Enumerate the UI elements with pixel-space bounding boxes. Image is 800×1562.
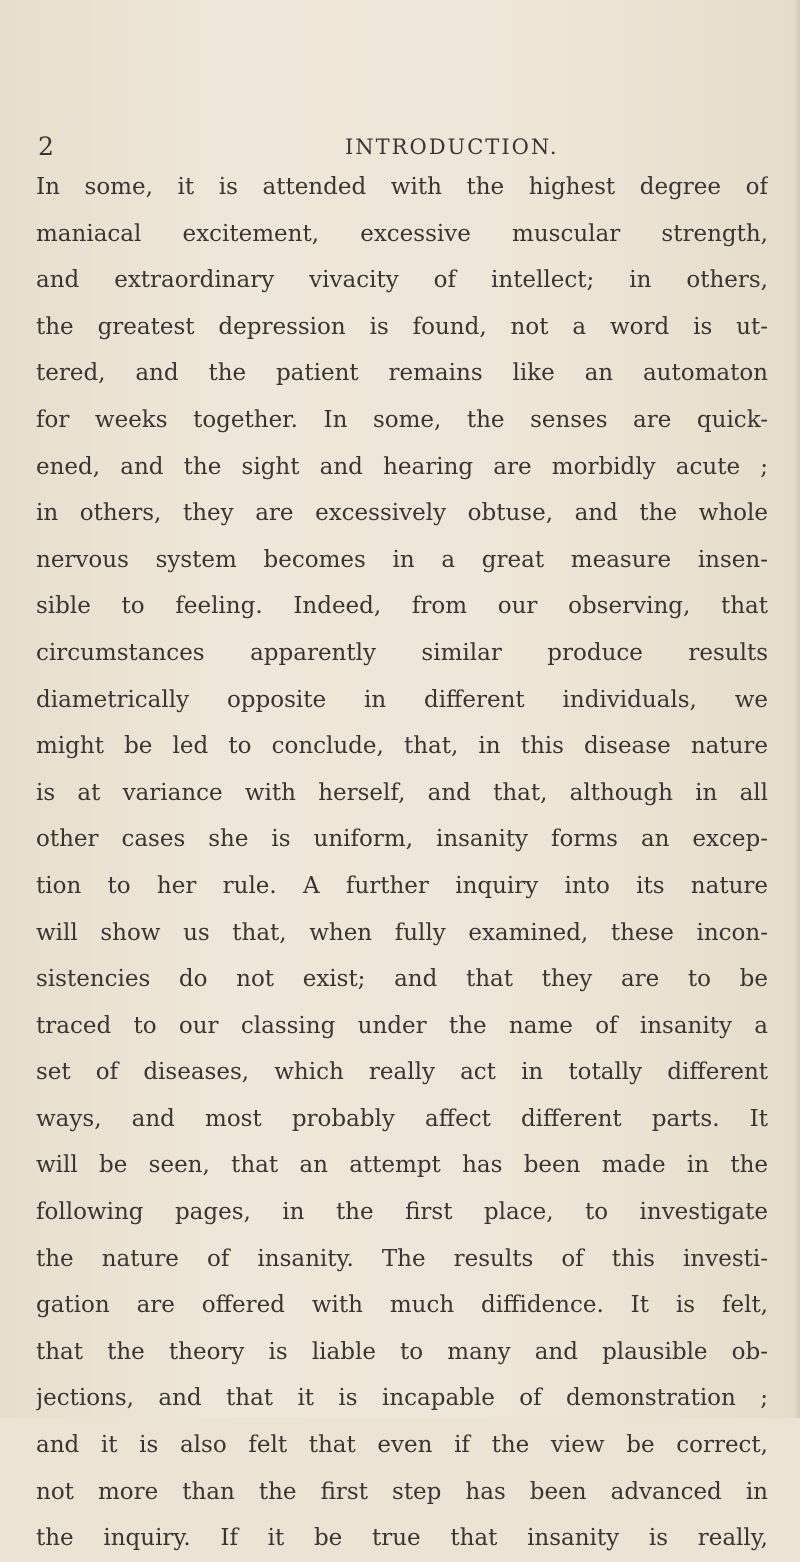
text-line: nervous system becomes in a great measure insen- xyxy=(36,546,768,573)
text-line: jections, and that it is incapable of demonstration ; xyxy=(36,1385,768,1412)
page-header xyxy=(38,130,768,164)
text-line: is at variance with herself, and that, although in all xyxy=(36,779,768,806)
text-line: will be seen, that an attempt has been made in the xyxy=(36,1152,768,1179)
text-line: might be led to conclude, that, in this disease nature xyxy=(36,733,768,760)
text-line: diametrically opposite in different individuals, we xyxy=(36,686,768,713)
text-line: sistencies do not exist; and that they are to be xyxy=(36,966,768,993)
text-line: tion to her rule. A further inquiry into its nature xyxy=(36,872,768,899)
text-line: tered, and the patient remains like an automaton xyxy=(36,360,768,387)
text-line: following pages, in the first place, to investigate xyxy=(36,1199,768,1226)
text-line: ened, and the sight and hearing are morbidly acute ; xyxy=(36,453,768,480)
text-line: set of diseases, which really act in totally different xyxy=(36,1059,768,1086)
text-line: not more than the first step has been advanced in xyxy=(36,1478,768,1505)
text-line: gation are offered with much diffidence. It is felt, xyxy=(36,1292,768,1319)
text-line: circumstances apparently similar produce results xyxy=(36,639,768,666)
text-line: for weeks together. In some, the senses are quick- xyxy=(36,406,768,433)
text-line: in others, they are excessively obtuse, and the whole xyxy=(36,500,768,527)
text-line: and extraordinary vivacity of intellect; in others, xyxy=(36,267,768,294)
text-line: traced to our classing under the name of insanity a xyxy=(36,1012,768,1039)
text-line: sible to feeling. Indeed, from our observing, that xyxy=(36,593,768,620)
text-line: will show us that, when fully examined, these incon- xyxy=(36,919,768,946)
text-line: the greatest depression is found, not a word is ut- xyxy=(36,313,768,340)
text-line: that the theory is liable to many and plausible ob- xyxy=(36,1338,768,1365)
body-text xyxy=(36,164,768,1562)
page-number: 2 xyxy=(38,132,54,161)
text-line: the nature of insanity. The results of this investi- xyxy=(36,1245,768,1272)
page-edge-shadow xyxy=(794,0,800,1418)
text-line: the inquiry. If it be true that insanity is really, xyxy=(36,1525,768,1552)
text-line: other cases she is uniform, insanity forms an excep- xyxy=(36,826,768,853)
running-head: INTRODUCTION. xyxy=(345,135,559,159)
text-line: ways, and most probably affect different parts. It xyxy=(36,1105,768,1132)
text-line: maniacal excitement, excessive muscular strength, xyxy=(36,220,768,247)
text-line: In some, it is attended with the highest degree of xyxy=(36,174,768,200)
text-line: and it is also felt that even if the view be correct, xyxy=(36,1432,768,1459)
